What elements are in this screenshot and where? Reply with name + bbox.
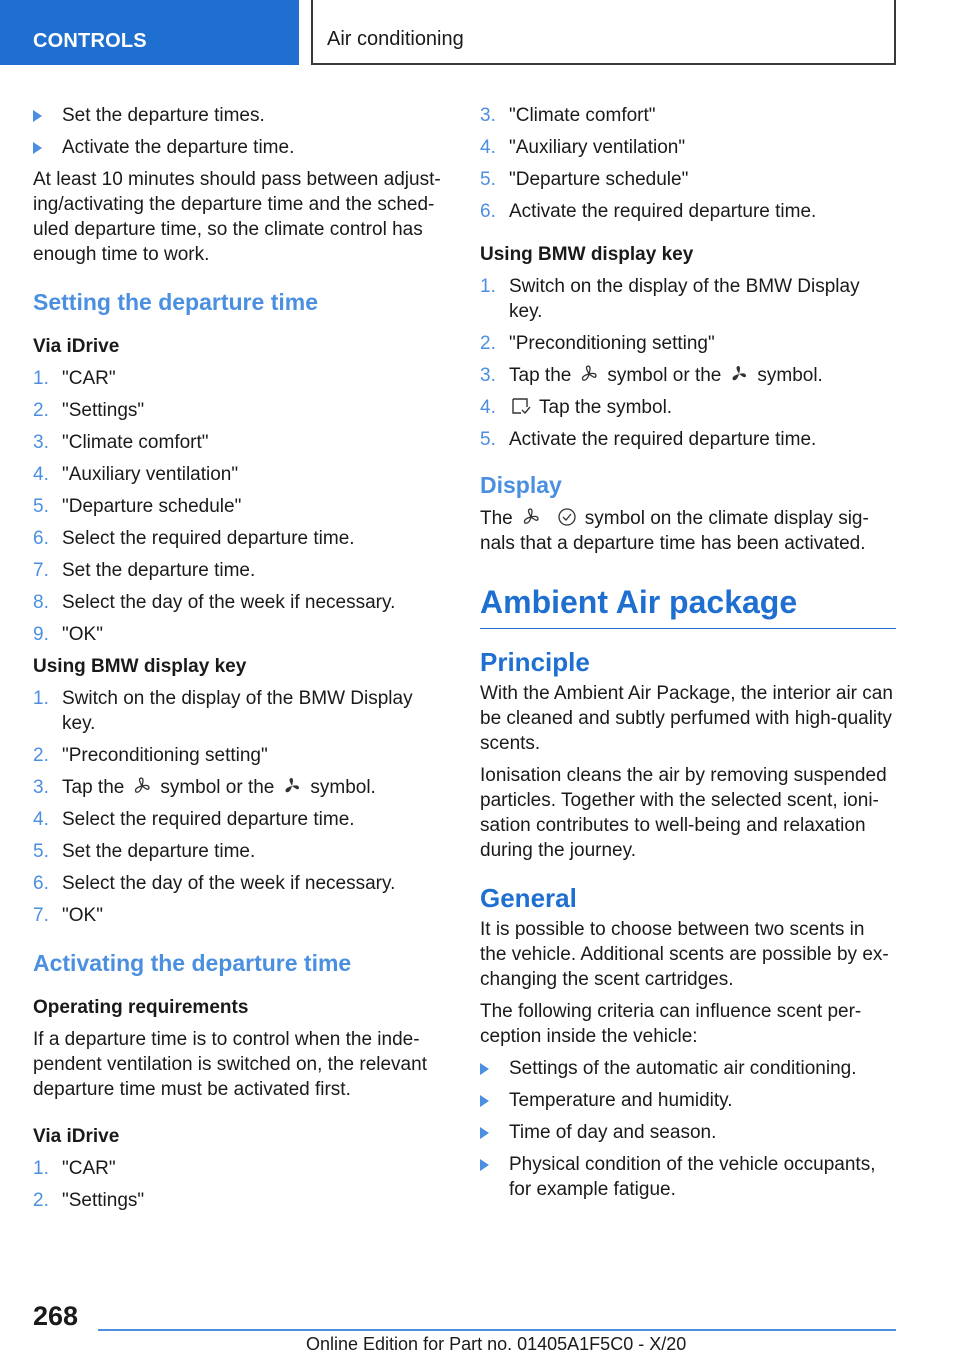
list-item: Physical condition of the vehicle occupants, for example fatigue.	[480, 1152, 896, 1202]
heading-principle: Principle	[480, 647, 590, 677]
header-section: CONTROLS	[0, 0, 299, 65]
clock-check-icon	[555, 507, 579, 527]
subheading-via-idrive-2: Via iDrive	[33, 1126, 120, 1147]
list-item: 2. "Preconditioning setting"	[33, 745, 268, 766]
triangle-bullet-icon	[33, 142, 42, 154]
fan-outline-icon	[130, 776, 154, 796]
timer-check-icon	[509, 396, 533, 416]
header-title: Air conditioning	[311, 0, 896, 65]
list-item: 6. Select the required departure time.	[33, 528, 355, 549]
footer-edition: Online Edition for Part no. 01405A1F5C0 - X/20	[306, 1334, 687, 1354]
list-item: 1. Switch on the display of the BMW Display key.	[480, 276, 860, 322]
list-item: Temperature and humidity.	[480, 1088, 896, 1113]
fan-filled-icon	[280, 776, 304, 796]
list-item: 5. Activate the required departure time.	[480, 429, 817, 450]
list-item: 4. "Auxiliary ventilation"	[480, 137, 686, 158]
page-number: 268	[33, 1301, 79, 1331]
fan-filled-icon	[727, 364, 751, 384]
heading-display: Display	[480, 472, 562, 498]
paragraph: At least 10 minutes should pass between adjusting/activating the departure time and the scheduled departure time, so the climate control has enough time to work.	[33, 169, 441, 265]
paragraph: Ionisation cleans the air by removing suspended particles. Together with the selected scent, ionisation contributes to well-being and relaxation during the journey.	[480, 765, 887, 861]
fan-outline-icon	[519, 507, 543, 527]
paragraph: With the Ambient Air Package, the interior air can be cleaned and subtly perfumed with high-quality scents.	[480, 683, 893, 754]
list-item: 8. Select the day of the week if necessary.	[33, 592, 396, 613]
fan-outline-icon	[577, 364, 601, 384]
continued-steps	[480, 103, 896, 224]
footer-divider	[98, 1329, 896, 1331]
list-item: 3. Tap the symbol or the symbol.	[33, 777, 376, 798]
list-item: 4. Select the required departure time.	[33, 809, 355, 830]
top-bullets	[33, 103, 448, 160]
list-item: 1. Switch on the display of the BMW Display key.	[33, 688, 413, 734]
paragraph-display: The symbol on the climate display signals that a departure time has been activated.	[480, 508, 869, 554]
list-item: 5. Set the departure time.	[33, 841, 256, 862]
list-item: 3. "Climate comfort"	[480, 105, 656, 126]
list-item: 1. "CAR"	[33, 1158, 116, 1179]
triangle-bullet-icon	[480, 1127, 489, 1139]
heading-setting-departure: Setting the departure time	[33, 289, 318, 315]
list-item: 7. "OK"	[33, 905, 103, 926]
triangle-bullet-icon	[480, 1095, 489, 1107]
heading-general: General	[480, 883, 577, 913]
subheading-using-key: Using BMW display key	[480, 244, 694, 265]
list-item: 3. Tap the symbol or the symbol.	[480, 365, 823, 386]
list-item: Time of day and season.	[480, 1120, 896, 1145]
list-item: 5. "Departure schedule"	[33, 496, 242, 517]
list-item: 9. "OK"	[33, 624, 103, 645]
list-item: 3. "Climate comfort"	[33, 432, 209, 453]
list-item: 1. "CAR"	[33, 368, 116, 389]
paragraph: It is possible to choose between two scents in the vehicle. Additional scents are possible by exchanging the scent cartridges.	[480, 919, 889, 990]
key-steps	[33, 686, 448, 928]
subheading-using-key: Using BMW display key	[33, 656, 247, 677]
criteria-list	[480, 1056, 896, 1202]
idrive2-steps	[33, 1156, 448, 1213]
list-item: 5. "Departure schedule"	[480, 169, 689, 190]
list-item: 7. Set the departure time.	[33, 560, 256, 581]
heading-ambient-air-package: Ambient Air package	[480, 582, 896, 629]
paragraph: If a departure time is to control when the independent ventilation is switched on, the relevant departure time must be activated first.	[33, 1029, 427, 1100]
heading-activating-departure: Activating the departure time	[33, 950, 352, 976]
list-item: 6. Activate the required departure time.	[480, 201, 817, 222]
left-column	[33, 103, 448, 1220]
subheading-operating-requirements: Operating requirements	[33, 997, 249, 1018]
list-item: 2. "Settings"	[33, 1190, 145, 1211]
triangle-bullet-icon	[480, 1159, 489, 1171]
idrive-steps	[33, 366, 448, 647]
subheading-via-idrive: Via iDrive	[33, 336, 120, 357]
list-item: 2. "Preconditioning setting"	[480, 333, 715, 354]
paragraph: The following criteria can influence scent perception inside the vehicle:	[480, 1001, 862, 1047]
list-item: Activate the departure time.	[33, 135, 448, 160]
list-item: 6. Select the day of the week if necessary.	[33, 873, 396, 894]
list-item: 4. Tap the symbol.	[480, 397, 673, 418]
triangle-bullet-icon	[480, 1063, 489, 1075]
list-item: Set the departure times.	[33, 103, 448, 128]
list-item: 4. "Auxiliary ventilation"	[33, 464, 239, 485]
list-item: 2. "Settings"	[33, 400, 145, 421]
key-steps-right	[480, 274, 896, 452]
right-column	[480, 103, 896, 1209]
list-item: Settings of the automatic air conditioning.	[480, 1056, 896, 1081]
triangle-bullet-icon	[33, 110, 42, 122]
